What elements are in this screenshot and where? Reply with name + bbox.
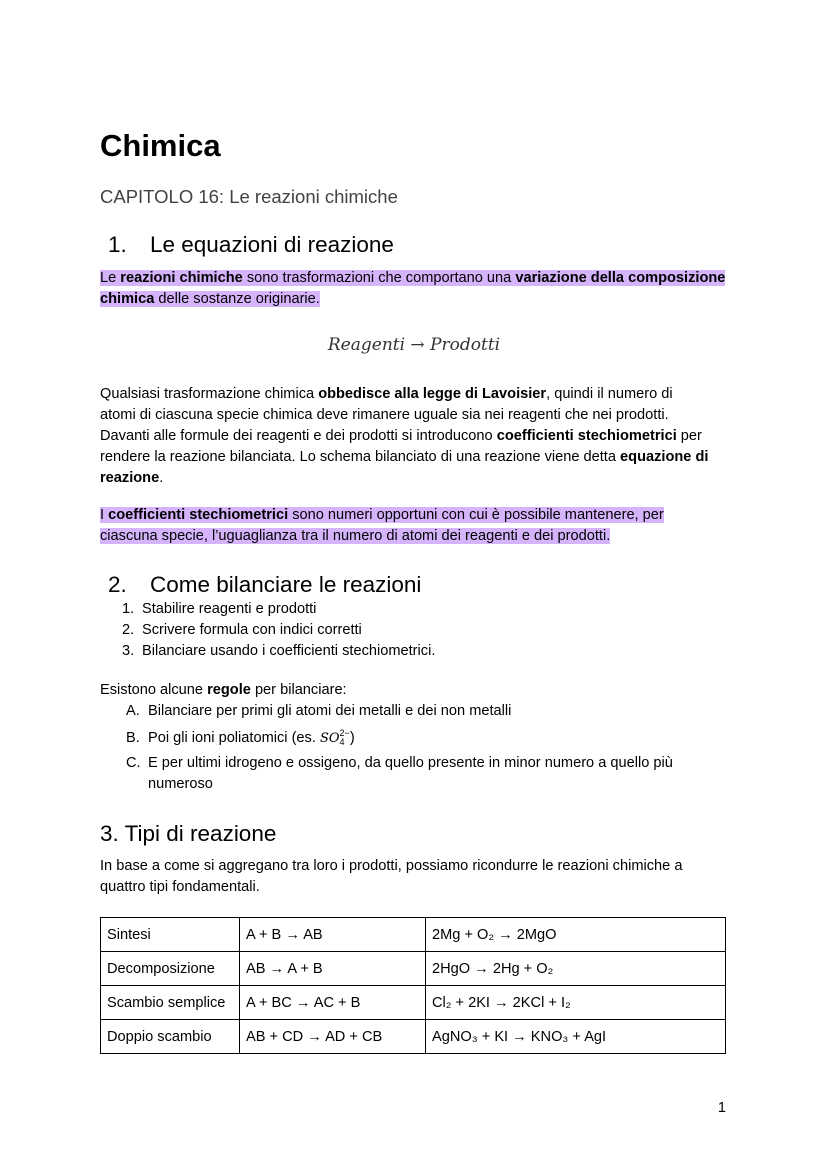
page-number: 1 bbox=[717, 1100, 726, 1116]
document-title: Chimica bbox=[100, 128, 221, 163]
reaction-formula: Reagenti → Prodotti bbox=[327, 335, 501, 355]
cell-scheme: AB → A + B bbox=[240, 952, 426, 986]
list-item: 3. Bilanciare usando i coefficienti stechiometrici. bbox=[122, 643, 436, 659]
cell-type: Decomposizione bbox=[101, 952, 240, 986]
rules-list bbox=[100, 701, 730, 795]
cell-scheme: AB + CD → AD + CB bbox=[240, 1020, 426, 1054]
section-3-heading: 3. Tipi di reazione bbox=[100, 821, 277, 846]
rules-intro: Esistono alcune regole per bilanciare: bbox=[100, 682, 347, 698]
section-1-heading: 1. Le equazioni di reazione bbox=[108, 232, 394, 257]
list-item: A. Bilanciare per primi gli atomi dei metalli e dei non metalli bbox=[126, 703, 512, 719]
table-row bbox=[101, 986, 726, 1020]
section-2-heading: 2. Come bilanciare le reazioni bbox=[108, 572, 422, 597]
cell-example: Cl₂ + 2KI → 2KCl + I₂ bbox=[426, 986, 726, 1020]
lavoisier-paragraph: Qualsiasi trasformazione chimica obbedisce alla legge di Lavoisier, quindi il numero di atomi di ciascuna specie chimica deve rimanere uguale sia nei reagenti che nei prodotti. Davanti alle formule dei reagenti e dei prodotti si introducono coefficienti stechiometrici per rendere la reazione bilanciata. Lo schema bilanciato di una reazione viene detta equazione di reazione. bbox=[100, 386, 709, 486]
cell-example: AgNO₃ + KI → KNO₃ + AgI bbox=[426, 1020, 726, 1054]
table-row bbox=[101, 952, 726, 986]
chapter-subtitle: CAPITOLO 16: Le reazioni chimiche bbox=[100, 186, 398, 207]
list-item: B. Poi gli ioni poliatomici (es. SO 2− 4 ) bbox=[126, 728, 355, 748]
steps-list bbox=[100, 599, 730, 662]
list-item: 1. Stabilire reagenti e prodotti bbox=[122, 601, 317, 617]
cell-scheme: A + B → AB bbox=[240, 918, 426, 952]
cell-example: 2HgO → 2Hg + O₂ bbox=[426, 952, 726, 986]
definition-paragraph: Le reazioni chimiche sono trasformazioni che comportano una variazione della composizione chimica delle sostanze originarie. bbox=[100, 270, 726, 307]
list-item: C. E per ultimi idrogeno e ossigeno, da quello presente in minor numero a quello più numeroso bbox=[126, 755, 673, 792]
table-row bbox=[101, 1020, 726, 1054]
cell-type: Scambio semplice bbox=[101, 986, 240, 1020]
cell-type: Sintesi bbox=[101, 918, 240, 952]
coefficients-paragraph: I coefficienti stechiometrici sono numeri opportuni con cui è possibile mantenere, per ciascuna specie, l’uguaglianza tra il numero di atomi dei reagenti e dei prodotti. bbox=[100, 507, 664, 544]
cell-scheme: A + BC → AC + B bbox=[240, 986, 426, 1020]
reaction-types-table bbox=[100, 917, 726, 1054]
cell-type: Doppio scambio bbox=[101, 1020, 240, 1054]
cell-example: 2Mg + O₂ → 2MgO bbox=[426, 918, 726, 952]
types-intro: In base a come si aggregano tra loro i prodotti, possiamo ricondurre le reazioni chimiche a quattro tipi fondamentali. bbox=[100, 858, 683, 895]
table-row bbox=[101, 918, 726, 952]
list-item: 2. Scrivere formula con indici corretti bbox=[122, 622, 362, 638]
